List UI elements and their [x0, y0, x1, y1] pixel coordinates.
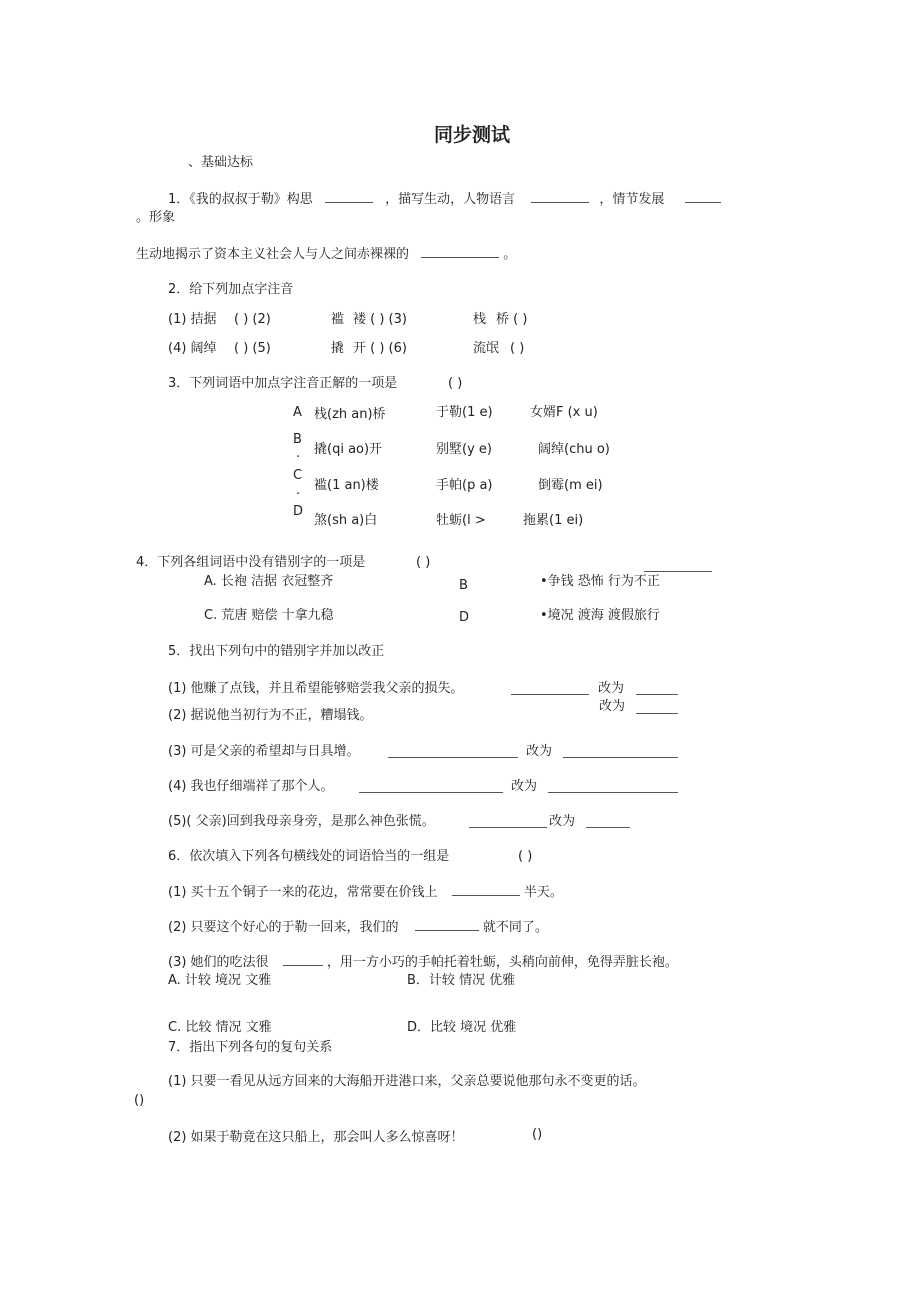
q6-paren: ( ) [518, 849, 533, 864]
q1-blank-1[interactable] [325, 191, 373, 203]
q1-blank-2[interactable] [531, 191, 589, 203]
q5-s4-blank-wrong[interactable] [359, 792, 503, 793]
q5-s3-change: 改为 [526, 744, 553, 759]
q3-a-1: 栈(zh an)桥 [314, 407, 386, 422]
q5-s2-change: 改为 [599, 699, 626, 714]
q2-r2c: 撬 [331, 341, 345, 356]
q5-s1-blank-wrong[interactable] [511, 694, 589, 695]
q3-c-2: 手帕(p a) [436, 478, 493, 493]
q5-s4: (4) 我也仔细端祥了那个人。 [168, 779, 334, 794]
q5-s4-blank-right[interactable] [548, 792, 678, 793]
q3-d-3: 拖累(1 ei) [523, 513, 584, 528]
q3-b-3: 阔绰(chu o) [538, 442, 610, 457]
q2-r1e: 栈 [473, 312, 487, 327]
q6-s2-blank[interactable] [415, 919, 479, 931]
q1-text-part3: ，情节发展 [599, 192, 665, 207]
q2-r1c: 褴 [331, 312, 345, 327]
q6-s2 [168, 919, 548, 936]
q1-blank-4[interactable] [421, 246, 499, 258]
q6-s3-blank[interactable] [283, 954, 323, 966]
q3-label-c: C [293, 468, 303, 483]
q5-s1: (1) 他赚了点钱，并且希望能够赔尝我父亲的损失。 [168, 681, 464, 696]
q6-s1 [168, 884, 563, 901]
q2-r1d: 褛 ( ) (3) [353, 312, 407, 327]
q4-option-b-label: B [459, 578, 468, 593]
q5-s3-blank-right[interactable] [563, 757, 678, 758]
q2-r1f: 桥 ( ) [496, 312, 528, 327]
q5-s3: (3) 可是父亲的希望却与日具增。 [168, 744, 360, 759]
q1-line1 [168, 191, 721, 208]
q3-paren: ( ) [448, 376, 463, 391]
q2-r1b: ( ) (2) [234, 312, 271, 327]
q2-r2a: (4) 阔绰 [168, 341, 217, 356]
q5-stem: 5．找出下列句中的错别字并加以改正 [168, 644, 385, 659]
q7-s2: (2) 如果于勒竟在这只船上，那会叫人多么惊喜呀！ [168, 1130, 464, 1145]
q5-s5-blank-right[interactable] [586, 827, 630, 828]
q3-label-a: A [293, 405, 302, 420]
q5-s2-blank-right[interactable] [636, 713, 678, 714]
q6-s3 [168, 954, 678, 971]
q6-s1-end: 半天。 [523, 885, 563, 900]
q5-s5-blank-wrong[interactable] [469, 827, 547, 828]
q6-s3-end: ，用一方小巧的手帕托着牡蛎，头稍向前伸，免得弄脏长袍。 [326, 955, 678, 970]
q5-s1-change: 改为 [598, 681, 625, 696]
q3-label-b: B [293, 432, 302, 447]
q3-c-3: 倒霉(m ei) [538, 478, 603, 493]
q1-text-part1: 1．《我的叔叔于勒》构思 [168, 192, 313, 207]
q3-d-2: 牡蛎(l > [436, 513, 486, 528]
q6-option-c: C. 比较 情况 文雅 [168, 1020, 272, 1035]
q6-s1-blank[interactable] [452, 884, 520, 896]
q5-s5: (5)( 父亲)回到我母亲身旁，是那么神色张慌。 [168, 814, 435, 829]
q3-d-1: 煞(sh a)白 [314, 513, 378, 528]
q6-s2-end: 就不同了。 [482, 920, 548, 935]
q1-text-part4: 。形象 [136, 210, 176, 225]
q4-overline [644, 571, 712, 572]
q2-stem: 2．给下列加点字注音 [168, 282, 294, 297]
q3-a-3: 女婿F (x u) [530, 405, 598, 420]
page-title: 同步测试 [434, 124, 511, 146]
q3-a-2: 于勒(1 e) [436, 405, 493, 420]
q2-r1a: (1) 拮据 [168, 312, 217, 327]
q4-paren: ( ) [416, 555, 431, 570]
q5-s2: (2) 据说他当初行为不正，糟塌钱。 [168, 708, 373, 723]
q3-c-1: 褴(1 an)楼 [314, 478, 379, 493]
q1-line2-text: 生动地揭示了资本主义社会人与人之间赤裸裸的 [136, 247, 410, 262]
q6-option-b: B．计较 情况 优雅 [407, 973, 516, 988]
q2-r2d: 开 ( ) (6) [353, 341, 407, 356]
q4-option-d-label: D [459, 610, 470, 625]
q7-s2-paren: () [532, 1127, 543, 1142]
q6-option-a: A. 计较 境况 文雅 [168, 973, 272, 988]
q1-line2 [136, 246, 516, 263]
q4-option-d-words: •境况 渡海 渡假旅行 [540, 608, 660, 623]
q3-label-dot-1: . [296, 446, 301, 461]
q5-s1-blank-right[interactable] [636, 694, 678, 695]
q6-s1-text: (1) 买十五个铜子一来的花边，常常要在价钱上 [168, 885, 438, 900]
q7-s1: (1) 只要一看见从远方回来的大海船开进港口来，父亲总要说他那句永不变更的话。 [168, 1074, 646, 1089]
q4-option-a: A. 长袍 洁据 衣冠整齐 [204, 574, 334, 589]
q5-s5-change: 改为 [549, 814, 576, 829]
q1-line2-end: 。 [503, 247, 517, 262]
q7-stem: 7．指出下列各句的复句关系 [168, 1040, 333, 1055]
q5-s3-blank-wrong[interactable] [388, 757, 518, 758]
q1-blank-3[interactable] [685, 191, 721, 203]
q6-stem: 6．依次填入下列各句横线处的词语恰当的一组是 [168, 849, 450, 864]
q3-stem: 3．下列词语中加点字注音正解的一项是 [168, 376, 398, 391]
q6-s3-text: (3) 她们的吃法很 [168, 955, 269, 970]
q3-b-2: 别墅(y e) [436, 442, 492, 457]
q2-r2e: 流氓 [473, 341, 500, 356]
q3-b-1: 撬(qi ao)开 [314, 442, 383, 457]
q2-r2f: ( ) [510, 341, 525, 356]
q6-option-d: D．比较 境况 优雅 [407, 1020, 517, 1035]
section-heading: 、基础达标 [188, 155, 254, 170]
q5-s4-change: 改为 [511, 779, 538, 794]
q2-r2b: ( ) (5) [234, 341, 271, 356]
q4-stem: 4．下列各组词语中没有错别字的一项是 [136, 555, 366, 570]
q4-option-b-words: •争钱 恐怖 行为不正 [540, 574, 660, 589]
q3-label-d: D [293, 504, 304, 519]
q6-s2-text: (2) 只要这个好心的于勒一回来，我们的 [168, 920, 399, 935]
q7-s1-paren: () [134, 1093, 145, 1108]
q1-text-part2: ，描写生动，人物语言 [385, 192, 516, 207]
q3-label-dot-2: . [296, 483, 301, 498]
q4-option-c: C. 荒唐 赔偿 十拿九稳 [204, 608, 334, 623]
